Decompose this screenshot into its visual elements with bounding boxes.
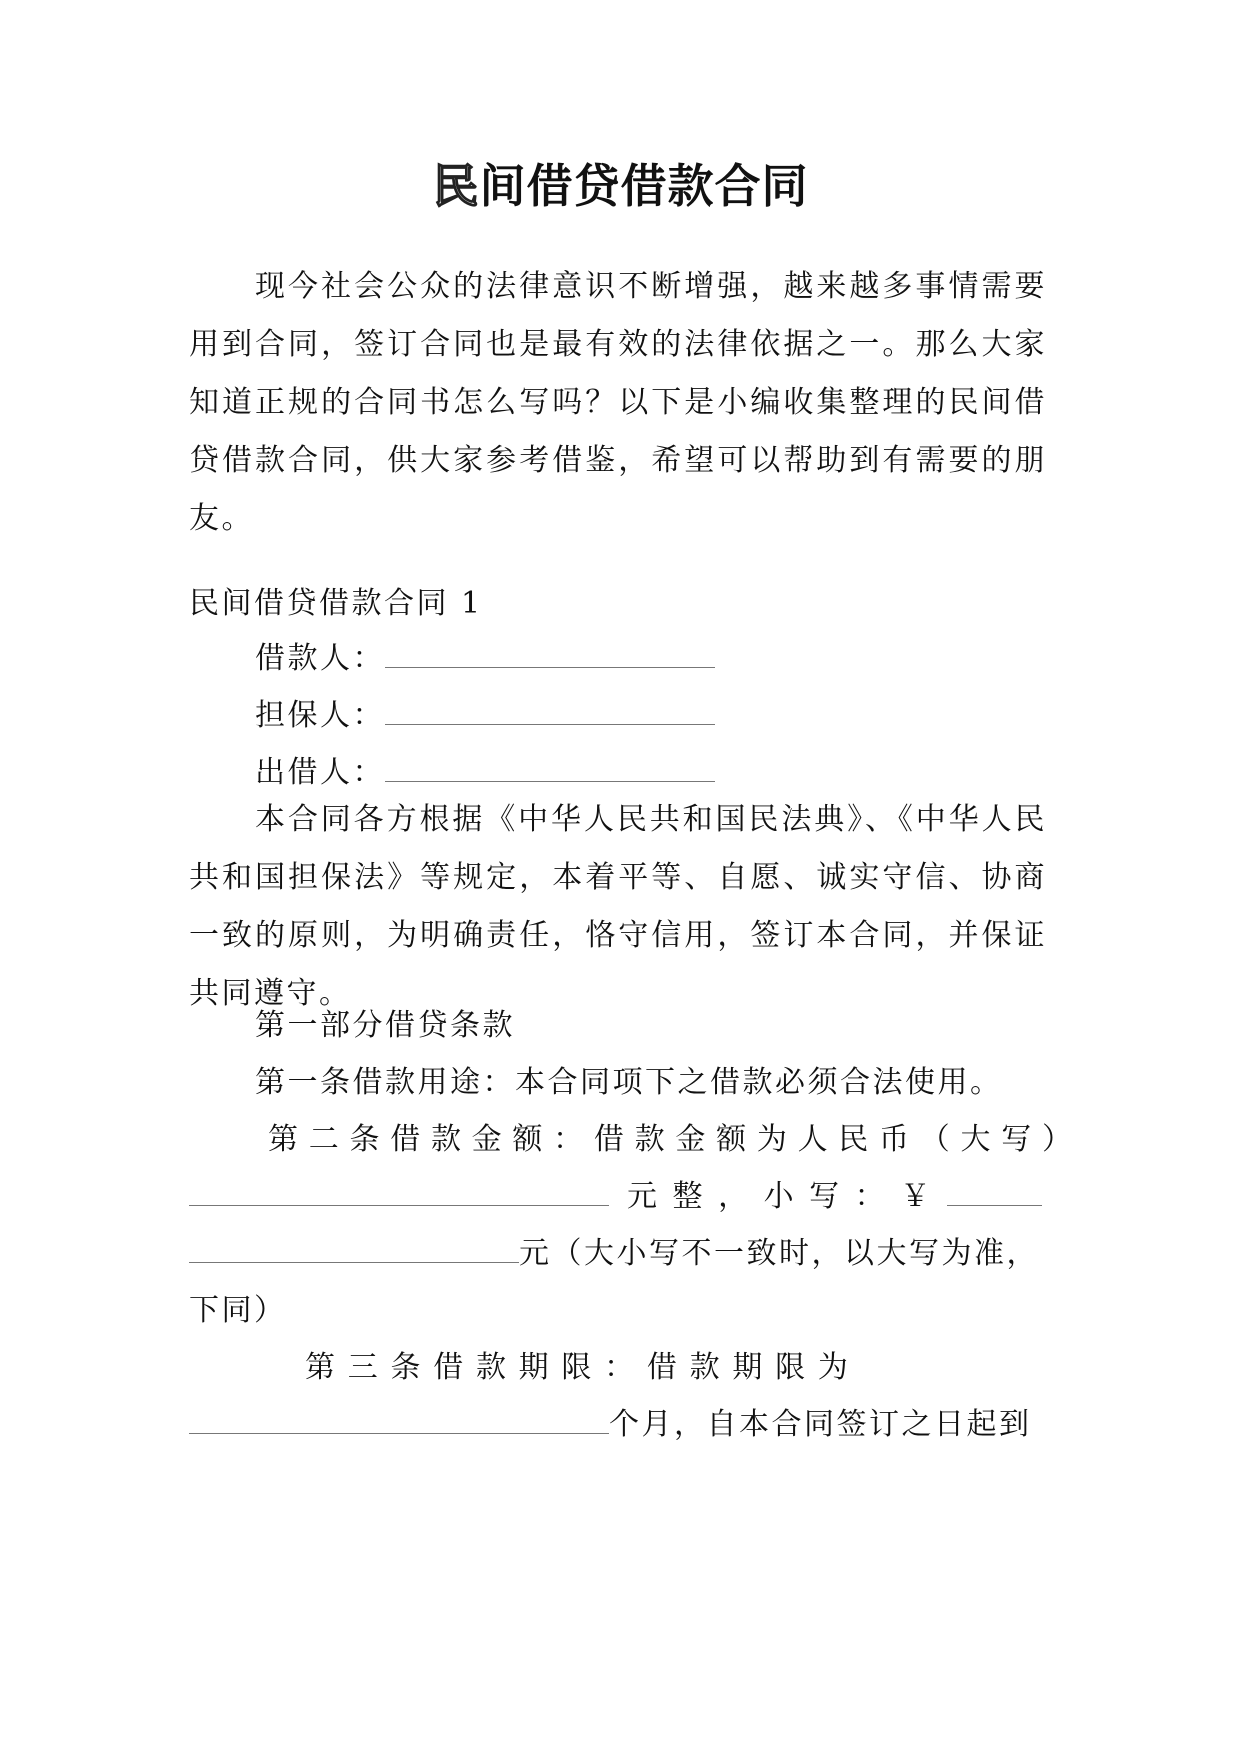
article2-line2	[189, 1171, 1042, 1215]
borrower-line	[255, 633, 715, 677]
guarantor-blank	[385, 698, 715, 725]
article3-line1: 第 三 条 借 款 期 限 ： 借 款 期 限 为	[305, 1350, 850, 1385]
amount-figure-blank-cont	[189, 1236, 519, 1263]
lender-line	[255, 747, 715, 791]
lender-blank	[385, 755, 715, 782]
article2-line4: 下同）	[189, 1293, 287, 1328]
guarantor-line	[255, 690, 715, 734]
article1: 第一条借款用途：本合同项下之借款必须合法使用。	[255, 1065, 1003, 1100]
title-rest: 间借贷借款合同	[479, 159, 809, 213]
preamble-paragraph: 本合同各方根据《中华人民共和国民法典》、《中华人民共和国担保法》等规定，本着平等、自愿、诚实守信、协商一致的原则，为明确责任，恪守信用，签订本合同，并保证共同遵守。	[189, 802, 1047, 1011]
borrower-label: 借款人：	[255, 641, 385, 676]
part1-heading: 第一部分借贷条款	[255, 1008, 515, 1043]
guarantor-label: 担保人：	[255, 698, 385, 733]
term-months-blank	[189, 1407, 609, 1434]
yuan-whole-label: 元 整 ， 小 写 ： ￥	[627, 1179, 934, 1214]
article2-line3-text: 元（大小写不一致时，以大写为准，	[519, 1236, 1039, 1271]
amount-figure-blank	[947, 1179, 1042, 1206]
intro-paragraph: 现今社会公众的法律意识不断增强，越来越多事情需要用到合同，签订合同也是最有效的法律依据之一。那么大家知道正规的合同书怎么写吗？以下是小编收集整理的民间借贷借款合同，供大家参考借鉴，希望可以帮助到有需要的朋友。	[189, 269, 1047, 536]
title-first-char: 民	[432, 159, 480, 213]
amount-words-blank	[189, 1179, 609, 1206]
borrower-blank	[385, 641, 715, 668]
lender-label: 出借人：	[255, 755, 385, 790]
contract-heading: 民间借贷借款合同 1	[189, 586, 483, 621]
article3-line2	[189, 1399, 1032, 1443]
document-title	[0, 150, 1241, 216]
article3-line2-text: 个月，自本合同签订之日起到	[609, 1407, 1032, 1442]
article2-line1: 第 二 条 借 款 金 额 ： 借 款 金 额 为 人 民 币 （ 大 写 ）	[268, 1122, 1073, 1157]
article2-line3	[189, 1228, 1039, 1272]
